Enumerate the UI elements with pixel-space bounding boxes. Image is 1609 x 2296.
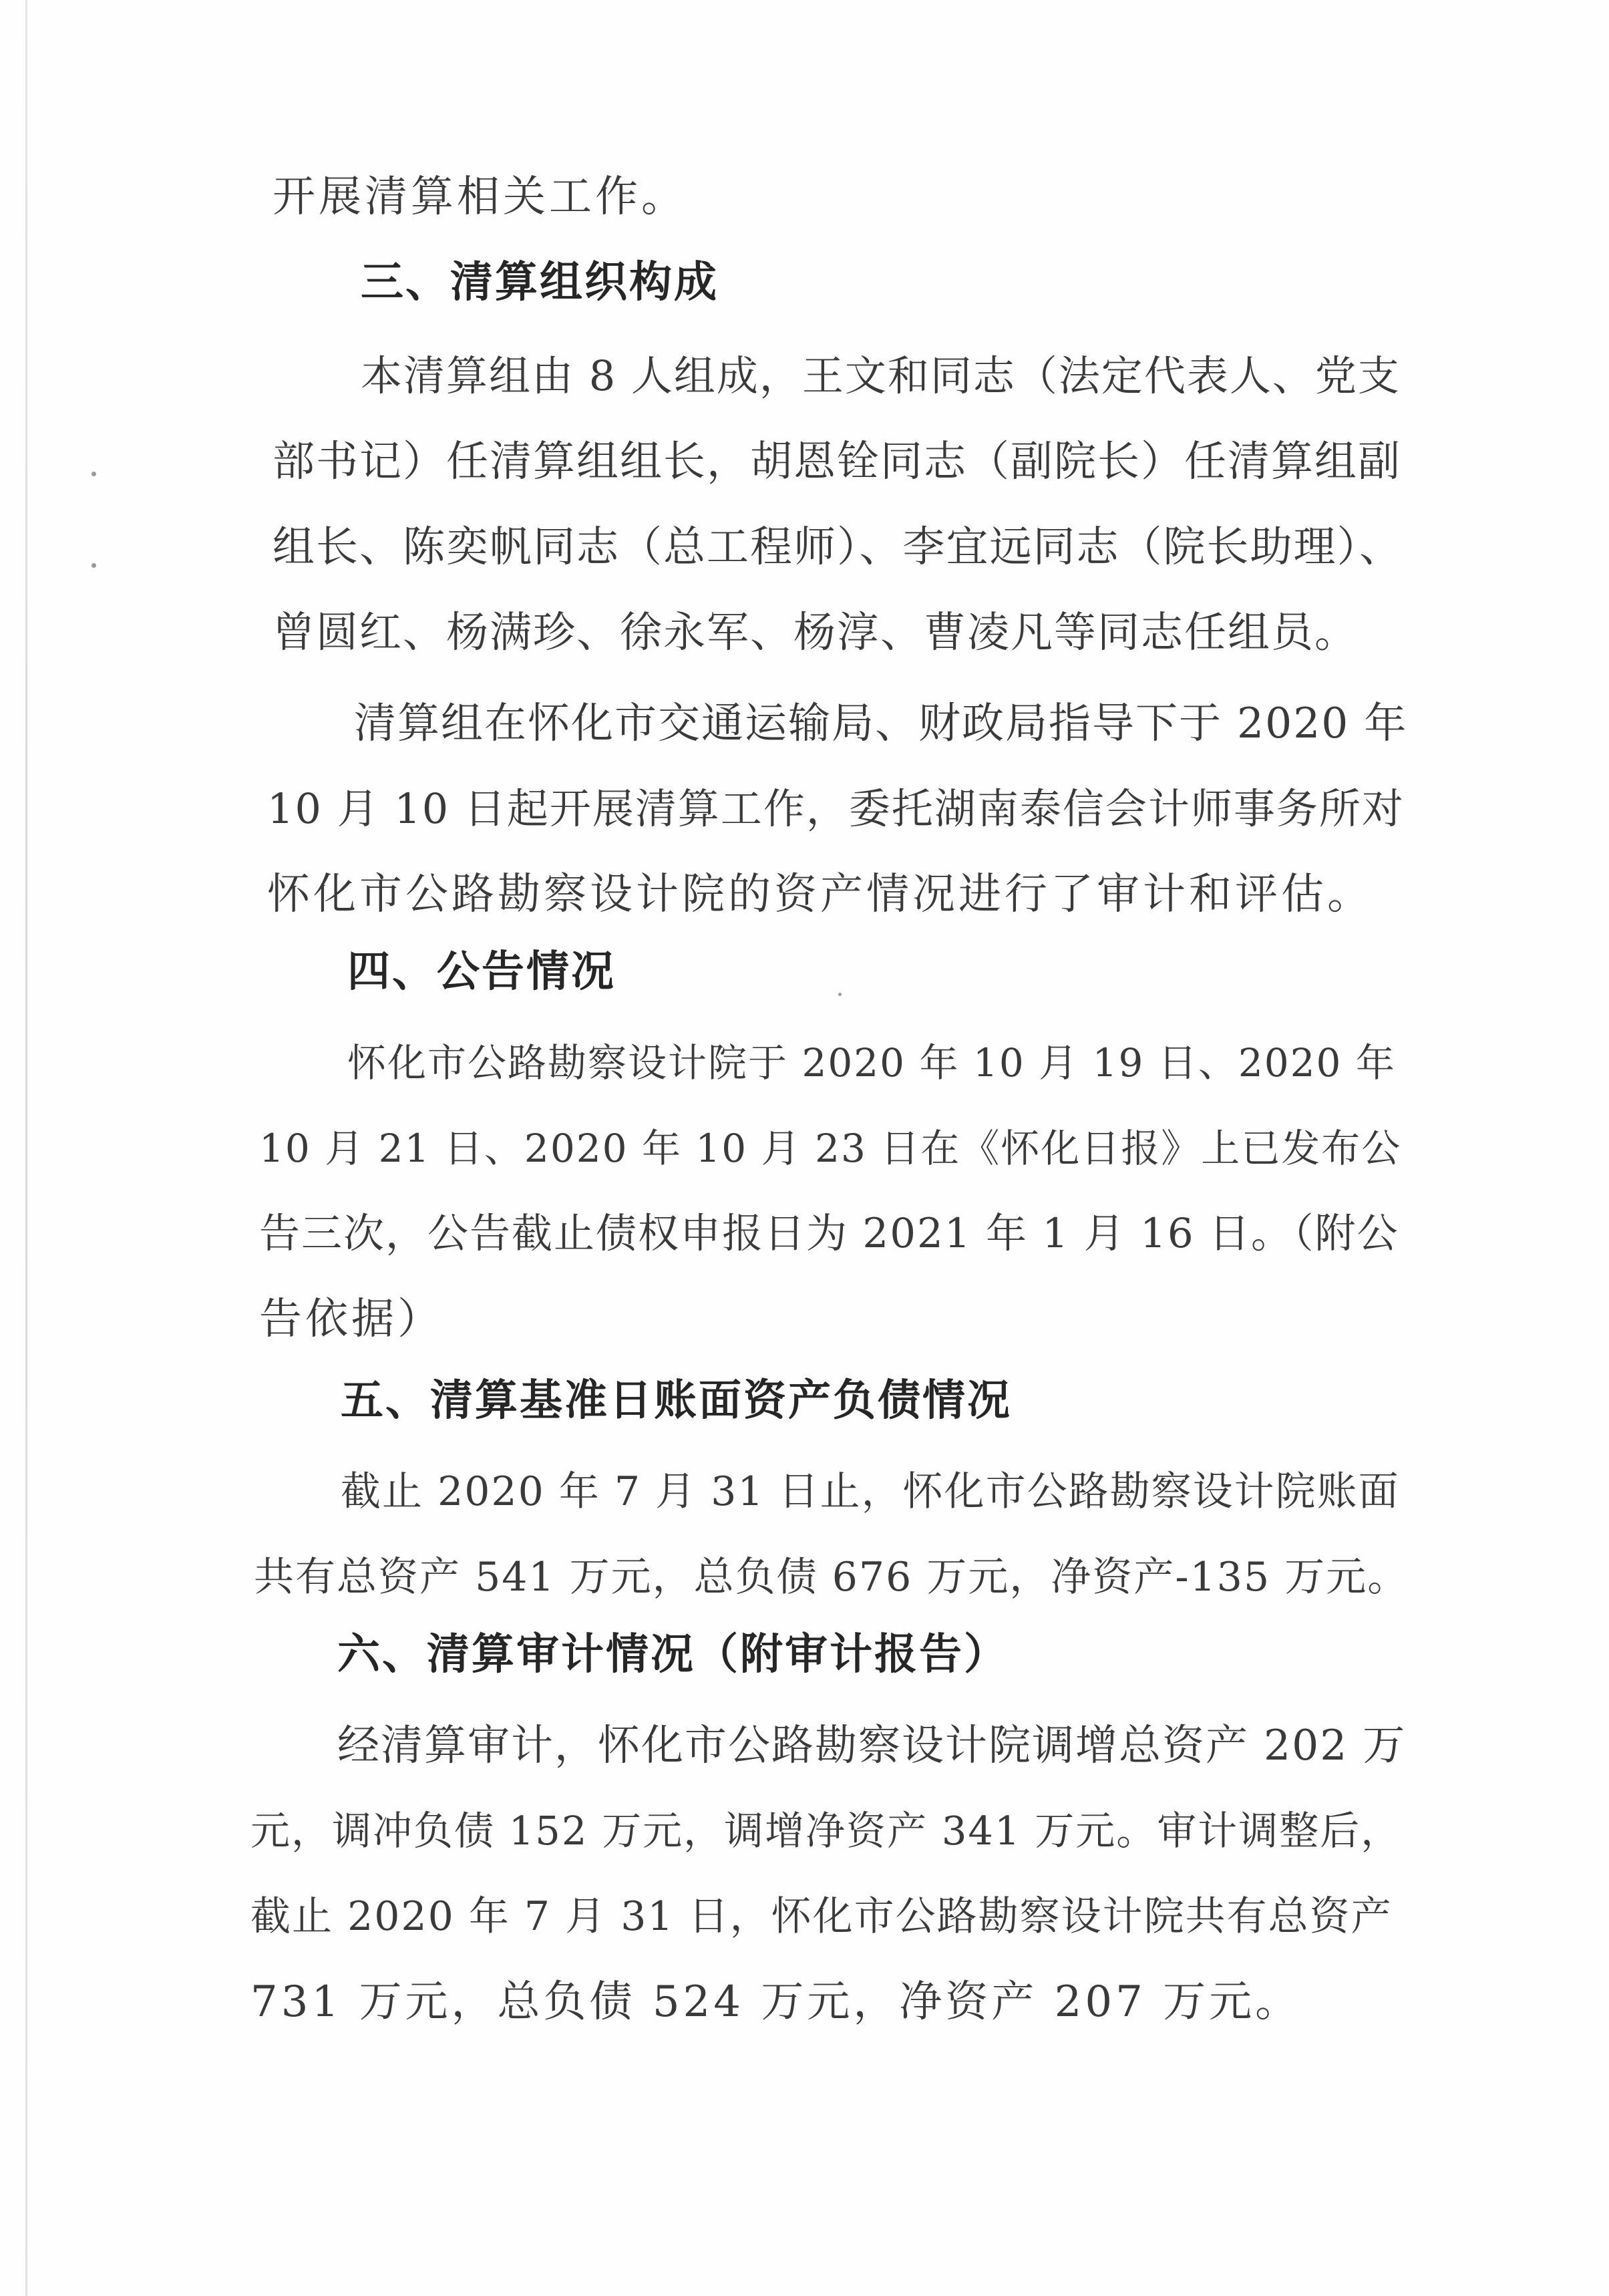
body-text-line: 截止 2020 年 7 月 31 日止，怀化市公路勘察设计院账面	[341, 1468, 1400, 1515]
body-text-line: 731 万元，总负债 524 万元，净资产 207 万元。	[250, 1977, 1302, 2027]
body-text-line: 共有总资产 541 万元，总负债 676 万元，净资产-135 万元。	[254, 1554, 1409, 1601]
scan-speck	[92, 472, 96, 476]
section-heading-4: 四、公告情况	[347, 947, 616, 997]
body-text-line: 怀化市公路勘察设计院于 2020 年 10 月 19 日、2020 年	[347, 1040, 1396, 1086]
body-text-line: 怀化市公路勘察设计院的资产情况进行了审计和评估。	[267, 870, 1373, 919]
body-text-line: 开展清算相关工作。	[273, 172, 687, 222]
scan-speck	[92, 563, 96, 568]
body-text-line: 曾圆红、杨满珍、徐永军、杨淳、曹凌凡等同志任组员。	[273, 608, 1358, 657]
section-heading-3: 三、清算组织构成	[361, 258, 719, 307]
body-text-line: 清算组在怀化市交通运输局、财政局指导下于 2020 年	[354, 699, 1408, 748]
scan-edge-shadow	[25, 0, 27, 2296]
body-text-line: 经清算审计，怀化市公路勘察设计院调增总资产 202 万	[337, 1721, 1407, 1770]
body-text-line: 部书记）任清算组组长，胡恩铨同志（副院长）任清算组副	[273, 437, 1401, 486]
body-text-line: 10 月 10 日起开展清算工作，委托湖南泰信会计师事务所对	[267, 784, 1405, 833]
body-text-line: 10 月 21 日、2020 年 10 月 23 日在《怀化日报》上已发布公	[259, 1126, 1402, 1171]
body-text-line: 告依据）	[259, 1295, 443, 1344]
body-text-line: 截止 2020 年 7 月 31 日，怀化市公路勘察设计院共有总资产	[250, 1893, 1393, 1940]
scan-speck	[838, 993, 842, 996]
section-heading-6: 六、清算审计情况（附审计报告）	[337, 1630, 1009, 1679]
section-heading-5: 五、清算基准日账面资产负债情况	[341, 1376, 1012, 1426]
body-text-line: 元，调冲负债 152 万元，调增净资产 341 万元。审计调整后，	[250, 1808, 1402, 1854]
body-text-line: 告三次，公告截止债权申报日为 2021 年 1 月 16 日。（附公	[259, 1210, 1399, 1257]
body-text-line: 本清算组由 8 人组成，王文和同志（法定代表人、党支	[361, 351, 1401, 400]
body-text-line: 组长、陈奕帆同志（总工程师）、李宜远同志（院长助理）、	[273, 522, 1403, 571]
